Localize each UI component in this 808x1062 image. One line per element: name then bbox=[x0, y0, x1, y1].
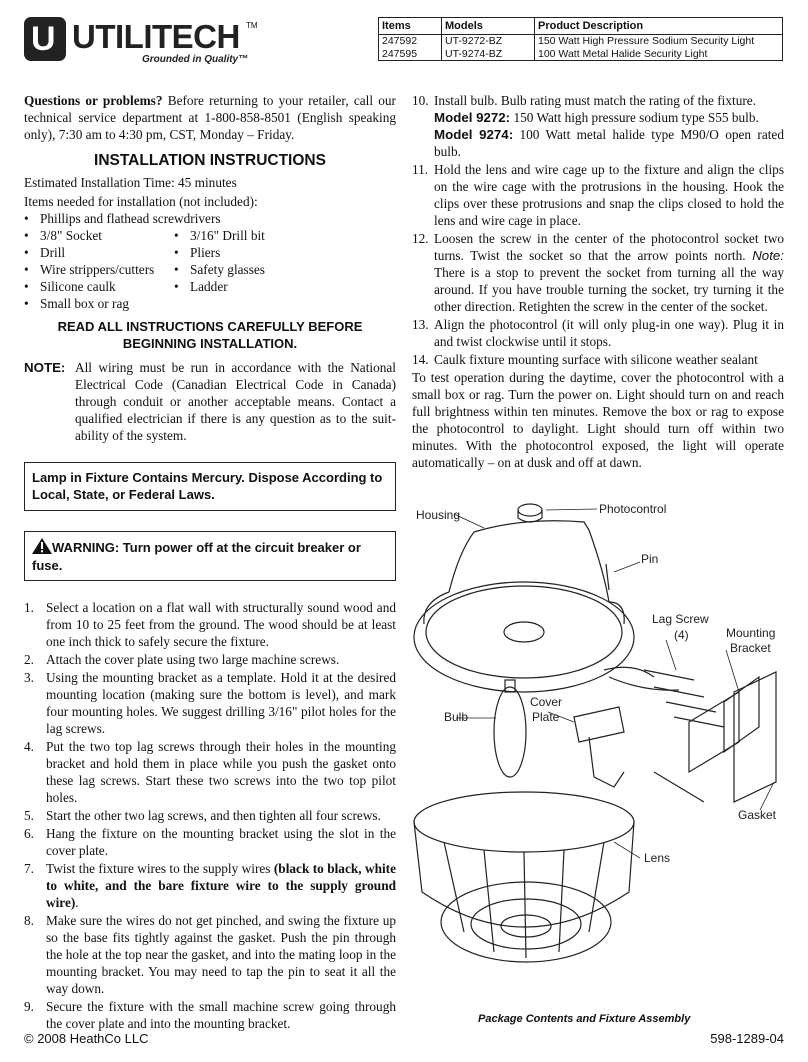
step-item: 4. Put the two top lag screws through their holes in the mounting bracket and hold them in place while you push the gasket onto these lag screws. Start these two screws into the two top pilot holes. bbox=[24, 739, 396, 806]
note-block bbox=[24, 359, 396, 444]
label-bulb: Bulb bbox=[444, 710, 469, 724]
estimated-time: Estimated Installation Time: 45 minutes bbox=[24, 174, 237, 190]
label-mounting: Mounting bbox=[726, 626, 776, 640]
lens-rim bbox=[414, 792, 634, 852]
list-item: • Small box or rag bbox=[24, 295, 396, 312]
step-item: 5. Start the other two lag screws, and then tighten all four screws. bbox=[24, 808, 381, 824]
model-number: UT-9272-BZ bbox=[442, 35, 535, 48]
document-number: 598-1289-04 bbox=[710, 1031, 784, 1046]
label-lens: Lens bbox=[644, 851, 671, 865]
intro-lead: Questions or problems? bbox=[24, 93, 163, 108]
table-row bbox=[379, 48, 783, 61]
brand-name: UTILITECH bbox=[72, 18, 240, 55]
col-header-description: Product Description bbox=[535, 18, 783, 35]
housing-rim bbox=[414, 582, 634, 692]
table-row bbox=[379, 35, 783, 48]
col-header-models: Models bbox=[442, 18, 535, 35]
label-pin: Pin bbox=[641, 552, 659, 566]
intro-paragraph bbox=[24, 92, 396, 143]
products-table bbox=[378, 17, 783, 61]
intro-text: Before returning to your retailer, call our technical service department at 1-800-858-8501 (English speaking only), 7:30 am to 4:30 pm, CST, Monday – Friday. bbox=[24, 93, 396, 143]
brand-logo bbox=[24, 17, 258, 67]
bulb-shape bbox=[494, 687, 526, 777]
col-header-items: Items bbox=[379, 18, 442, 35]
steps-right bbox=[412, 92, 784, 368]
label-housing: Housing bbox=[416, 508, 461, 522]
item-number: 247592 bbox=[379, 35, 442, 48]
left-column bbox=[24, 92, 396, 1033]
housing-shape bbox=[474, 521, 609, 602]
step-item: 1. Select a location on a flat wall with structurally sound wood and from 10 to 25 feet from the ground. The wood should be at least one inch thick to safely secure the fixture. bbox=[24, 600, 396, 650]
list-item: • Ladder bbox=[174, 278, 394, 295]
step-item: 13. Align the photocontrol (it will only plug-in one way). Plug it in and twist clockwise until it stops. bbox=[412, 317, 784, 350]
page-title: INSTALLATION INSTRUCTIONS bbox=[94, 152, 326, 170]
items-grid bbox=[24, 227, 396, 295]
step-item: 11. Hold the lens and wire cage up to the fixture and align the clips on the wire cage with the protrusions in the housing. Hook the clips over these protrusions and snap the clips closed to hold the lens and wire cage in place. bbox=[412, 162, 784, 229]
step-item: 6. Hang the fixture on the mounting bracket using the slot in the cover plate. bbox=[24, 826, 396, 859]
label-lag-screw: Lag Screw bbox=[652, 612, 709, 626]
step-item: 7. Twist the fixture wires to the supply wires (black to black, white to white, and the bare fixture wire to the supply ground wire). bbox=[24, 861, 396, 911]
item-number: 247595 bbox=[379, 48, 442, 61]
step-item: 8. Make sure the wires do not get pinched, and swing the fixture up so the base fits tightly against the gasket. Push the pin through the hole at the top near the gasket, and into the mating loop in the mounting bracket. You may need to tap the pin to seat it all the way down. bbox=[24, 913, 396, 997]
step-item: 2. Attach the cover plate using two large machine screws. bbox=[24, 652, 340, 668]
list-item: • Pliers bbox=[174, 244, 394, 261]
step-item: 14. Caulk fixture mounting surface with silicone weather sealant bbox=[412, 352, 758, 368]
warning-label: WARNING: bbox=[52, 539, 120, 555]
brand-tagline: Grounded in Quality™ bbox=[142, 54, 249, 65]
step-item: 3. Using the mounting bracket as a template. Hold it at the desired mounting location (making sure the bottom is level), and mark four mounting holes. We suggest drilling 3/16" pilot holes for the lag screws. bbox=[24, 670, 396, 737]
mounting-bracket-shape bbox=[689, 692, 739, 772]
photocontrol-shape bbox=[518, 504, 542, 516]
label-gasket: Gasket bbox=[738, 808, 777, 822]
list-item: • Phillips and flathead screwdrivers bbox=[24, 210, 396, 227]
model-number: UT-9274-BZ bbox=[442, 48, 535, 61]
label-bracket: Bracket bbox=[730, 641, 771, 655]
steps-left bbox=[24, 599, 396, 1032]
trademark: TM bbox=[246, 21, 258, 30]
logo-mark-icon: U bbox=[24, 17, 66, 61]
list-item: • Safety glasses bbox=[174, 261, 394, 278]
read-all-heading: READ ALL INSTRUCTIONS CAREFULLY BEFORE BEGINNING INSTALLATION. bbox=[57, 319, 363, 351]
product-description: 100 Watt Metal Halide Security Light bbox=[535, 48, 783, 61]
warning-icon bbox=[32, 538, 52, 554]
step-item: 9. Secure the fixture with the small machine screw going through the cover plate and into the mounting bracket. bbox=[24, 999, 396, 1032]
list-item: • Drill bbox=[24, 244, 174, 261]
test-paragraph: To test operation during the daytime, cover the photocontrol with a small box or rag. Turn the power on. Light should turn on and reach full brightness within ten minutes. Remove the box or rag to expose the photocontrol to daylight. Light should turn off within two minutes. With the photocontrol exposed, the light will operate automatically – on at dusk and off at dawn. bbox=[412, 370, 784, 471]
cover-plate-shape bbox=[574, 707, 624, 742]
note-label: NOTE: bbox=[24, 359, 66, 375]
diagram-caption: Package Contents and Fixture Assembly bbox=[478, 1013, 691, 1025]
label-photocontrol: Photocontrol bbox=[599, 502, 667, 516]
copyright: © 2008 HeathCo LLC bbox=[24, 1031, 149, 1046]
warning-box bbox=[24, 531, 396, 581]
list-item: • 3/8" Socket bbox=[24, 227, 174, 244]
warning-text: Turn power off at the circuit breaker or fuse. bbox=[32, 539, 361, 573]
label-cover: Cover bbox=[530, 695, 563, 709]
list-item: • Wire strippers/cutters bbox=[24, 261, 174, 278]
step-item: 10. Install bulb. Bulb rating must match the rating of the fixture. Model 9272: 150 Watt high pressure sodium type S55 bulb. Model 9274: 100 Watt metal halide type M90/O open rated bulb. bbox=[412, 93, 784, 160]
fixture-assembly-diagram bbox=[404, 492, 794, 1010]
product-description: 150 Watt High Pressure Sodium Security Light bbox=[535, 35, 783, 48]
list-item: • Silicone caulk bbox=[24, 278, 174, 295]
note-text: All wiring must be run in accordance with the National Electrical Code (Canadian Electrical Code in Canada) through conduit or another acceptable means. Contact a qualified electrician if there is any question as to the suit-ability of the system. bbox=[75, 359, 396, 443]
gasket-shape bbox=[734, 672, 776, 802]
step-item: 12. Loosen the screw in the center of the photocontrol socket two turns. Twist the socket so that the arrow points north. Note: There is a stop to prevent the socket from turning all the way around. If you have trouble turning the socket, try turning it the other direction. Retighten the screw in the center of the socket. bbox=[412, 231, 784, 315]
mercury-notice: Lamp in Fixture Contains Mercury. Dispose According to Local, State, or Federal Laws. bbox=[24, 462, 396, 511]
items-heading: Items needed for installation (not included): bbox=[24, 193, 258, 209]
items-list bbox=[24, 210, 396, 227]
label-plate: Plate bbox=[532, 710, 560, 724]
list-item: • 3/16" Drill bit bbox=[174, 227, 394, 244]
right-column bbox=[412, 92, 784, 471]
label-lag-count: (4) bbox=[674, 628, 689, 642]
